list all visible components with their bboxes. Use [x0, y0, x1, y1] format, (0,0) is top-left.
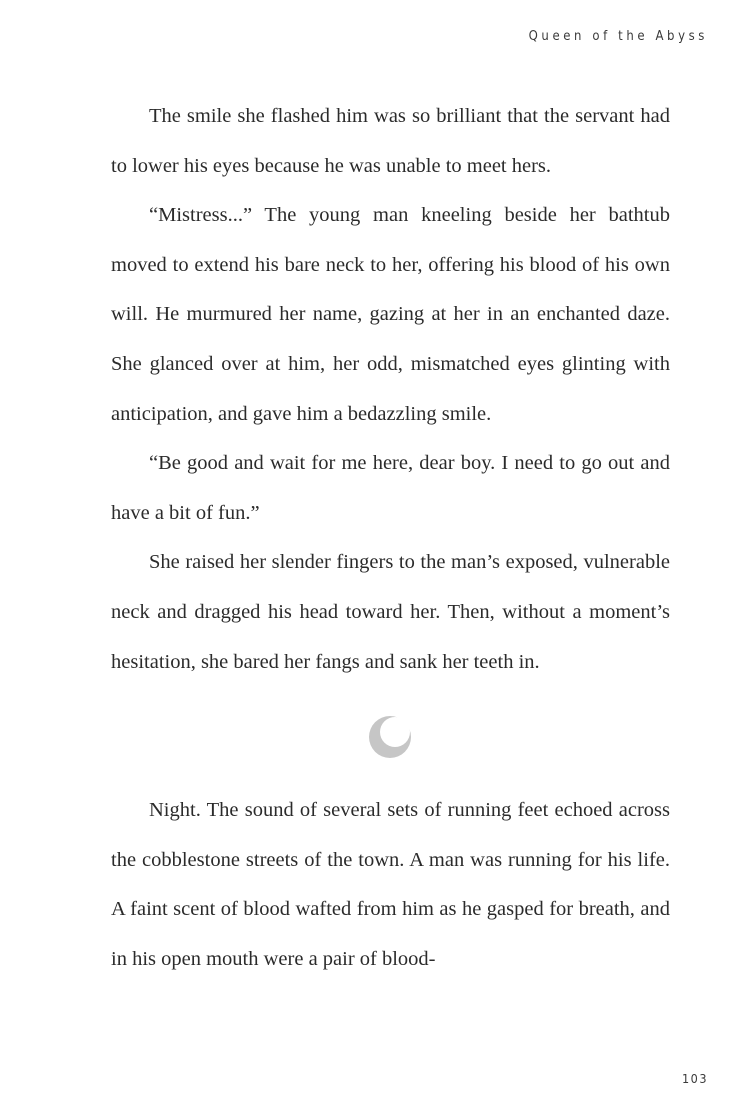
paragraph: “Be good and wait for me here, dear boy. I need to go out and have a bit of fun.” — [111, 452, 670, 524]
paragraph: “Mistress...” The young man kneeling beside her bathtub moved to extend his bare neck to her, offering his blood of his own will. He murmured her name, gazing at her in an enchanted daze. She glanced over at him, her odd, mismatched eyes glinting with anticipation, and gave him a bedazzling smile. — [111, 204, 670, 425]
section-2-text — [111, 786, 670, 984]
paragraph: Night. The sound of several sets of running feet echoed across the cobblestone streets of the town. A man was running for his life. A faint scent of blood wafted from him as he gasped for breath, and in his open mouth were a pair of blood- — [111, 799, 670, 970]
running-header-title: Queen of the Abyss — [528, 29, 708, 44]
paragraph: She raised her slender fingers to the man’s exposed, vulnerable neck and dragged his head toward her. Then, without a moment’s hesitation, she bared her fangs and sank her teeth in. — [111, 551, 670, 673]
crescent-moon-icon — [366, 713, 414, 761]
page-number: 103 — [682, 1071, 708, 1086]
section-1-text — [111, 92, 670, 687]
paragraph: The smile she flashed him was so brilliant that the servant had to lower his eyes because he was unable to meet hers. — [111, 105, 670, 177]
